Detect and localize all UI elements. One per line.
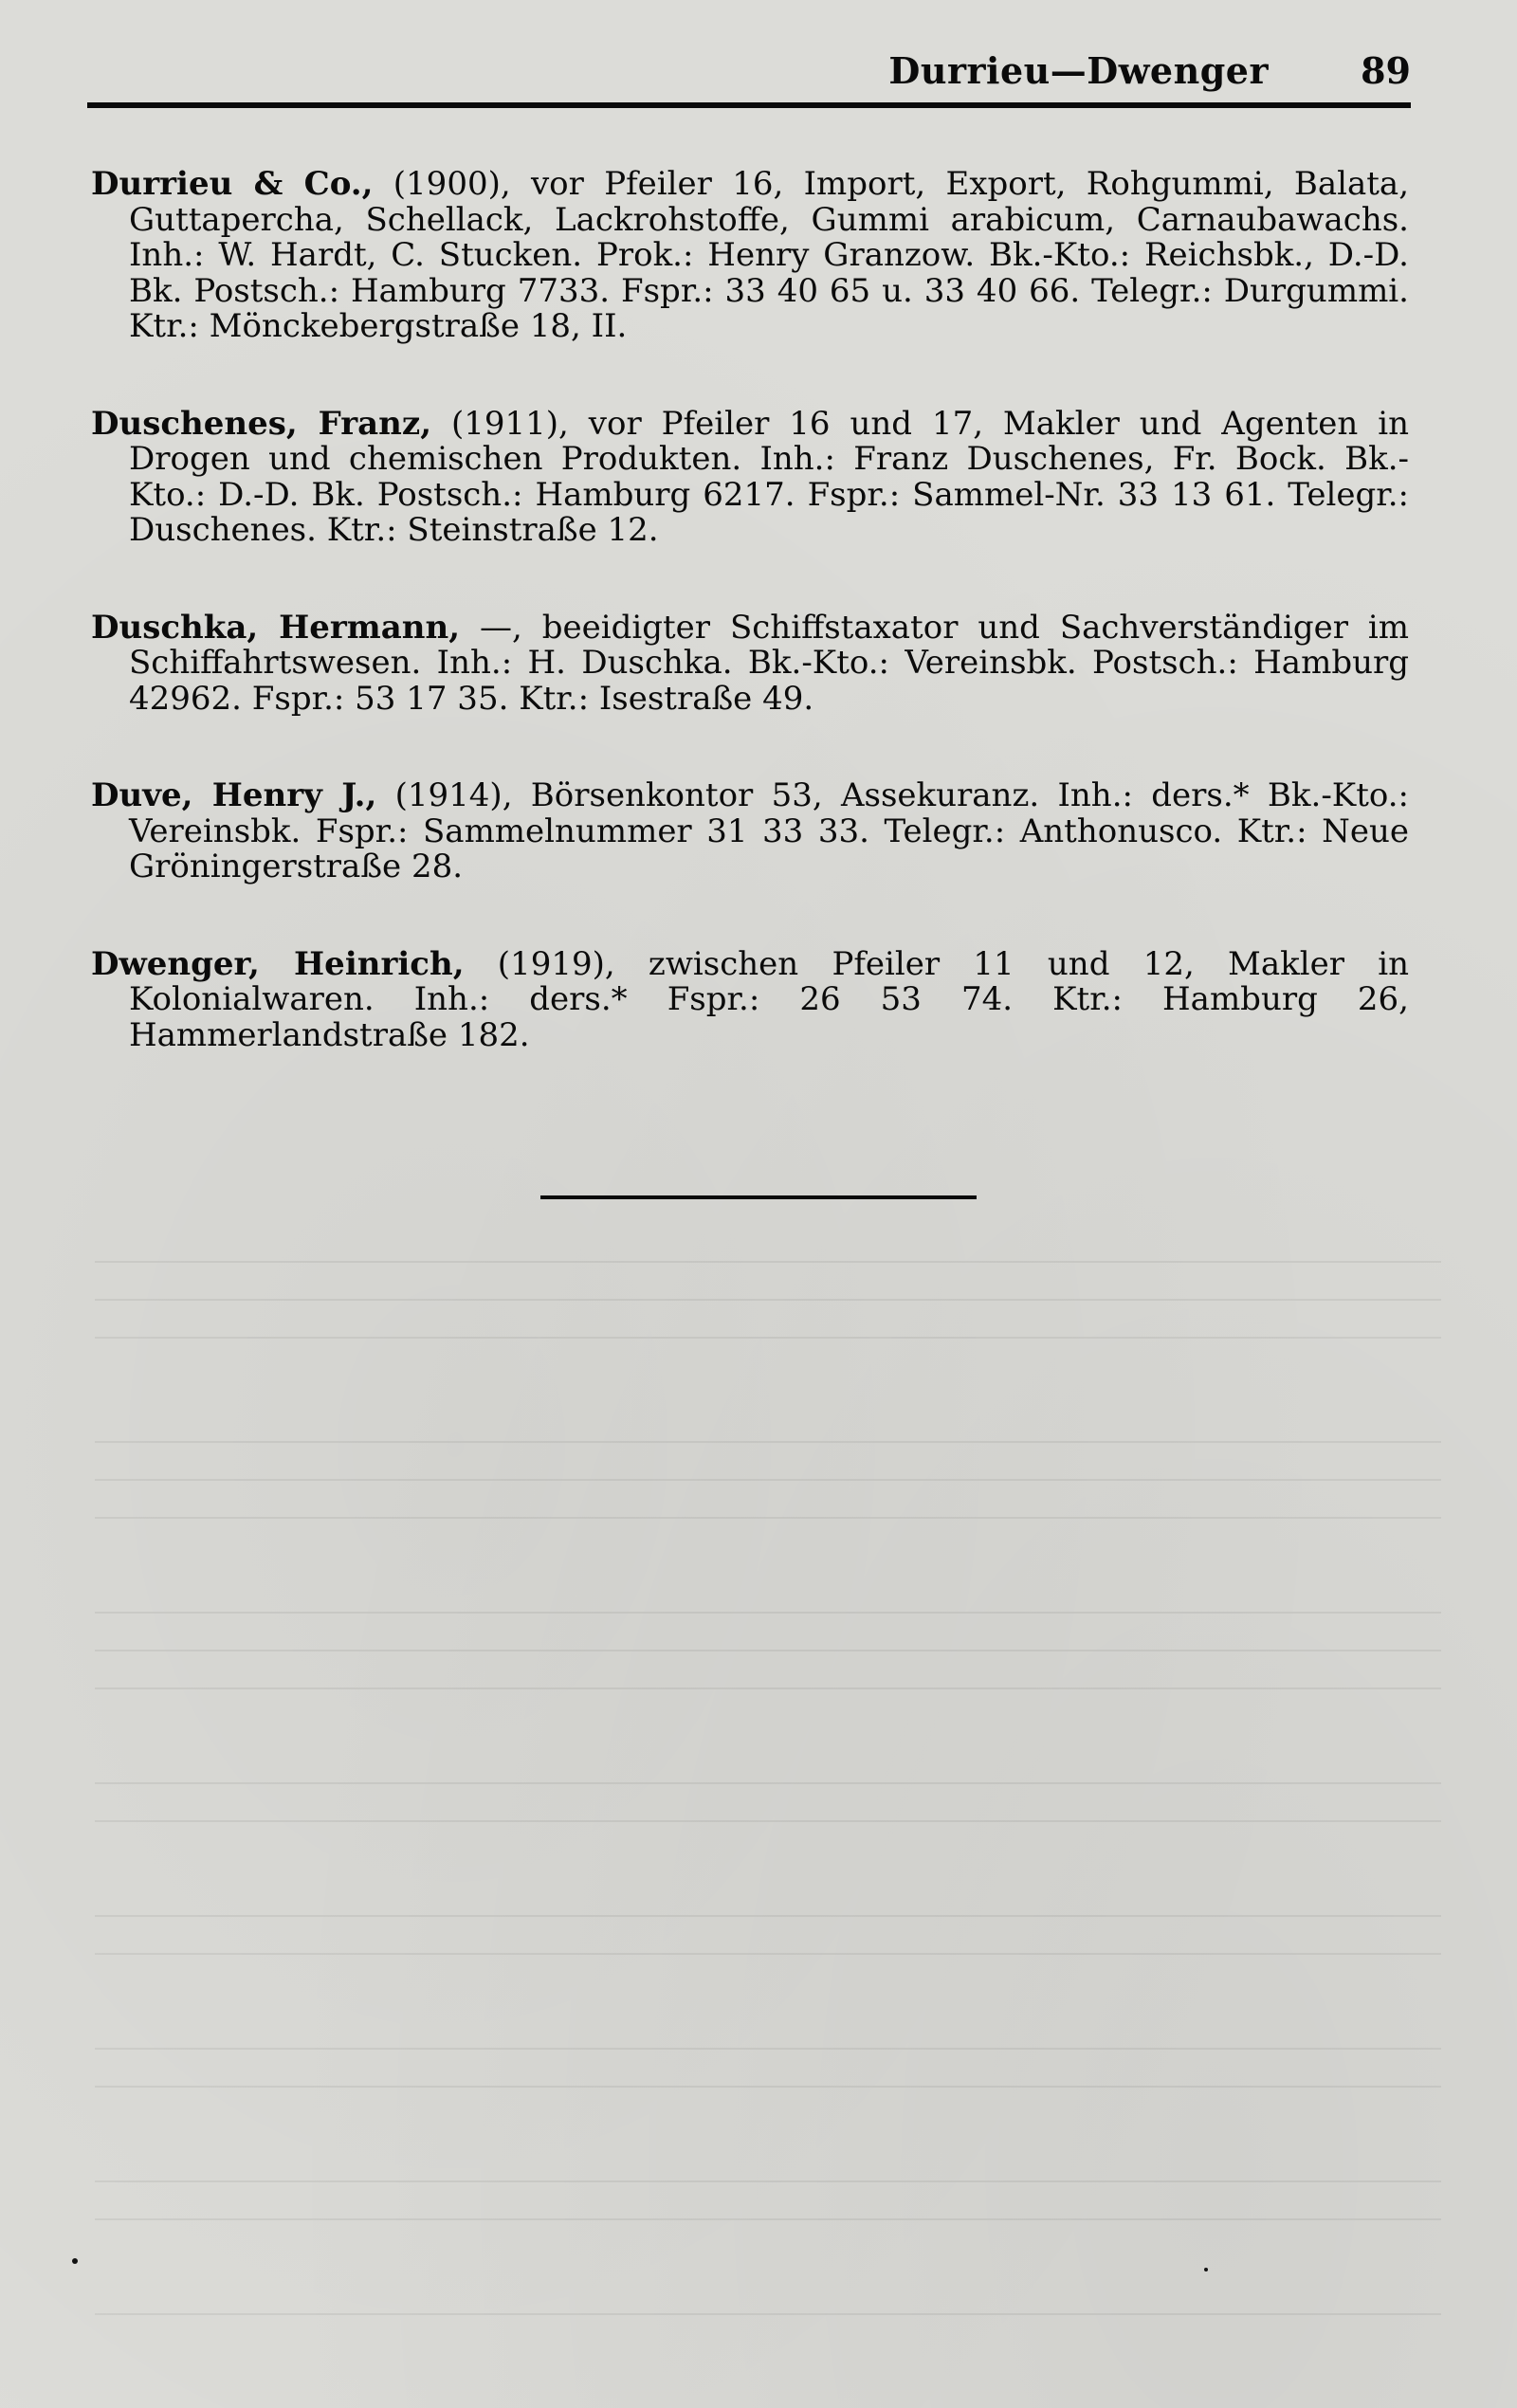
- entry-text: (1919), zwischen Pfeiler 11 und 12, Makler in Kolonialwaren. Inh.: ders.* Fspr.: 26 53 74. Ktr.: Hamburg 26, Hammerlandstraße 182.: [129, 944, 1409, 1054]
- bleed-through-line: [95, 1820, 1441, 1822]
- bleed-through-line: [95, 1915, 1441, 1917]
- bleed-through-line: [95, 2218, 1441, 2220]
- ink-speck: [72, 2258, 78, 2264]
- entry-text: (1911), vor Pfeiler 16 und 17, Makler und Agenten in Drogen und chemischen Produkten. Inh.: Franz Duschenes, Fr. Bock. Bk.-Kto.: D.-D. Bk. Postsch.: Hamburg 6217. Fspr.: Sammel-Nr. 33 13 61. Telegr.: Duschenes. Ktr.: Steinstraße 12.: [129, 404, 1409, 549]
- directory-entry: [91, 167, 1409, 345]
- header-rule: [87, 102, 1411, 108]
- bleed-through-line: [95, 2180, 1441, 2182]
- directory-entry: [91, 608, 1409, 718]
- bleed-through-line: [95, 1782, 1441, 1784]
- entry-name: Duschenes, Franz,: [91, 404, 432, 443]
- bleed-through-line: [95, 1650, 1441, 1651]
- bleed-through-line: [95, 2048, 1441, 2050]
- bleed-through-line: [95, 1517, 1441, 1519]
- bleed-through-line: [95, 2086, 1441, 2088]
- entry-name: Duve, Henry J.,: [91, 776, 377, 814]
- bleed-through-line: [95, 1441, 1441, 1443]
- bleed-through-line: [95, 2313, 1441, 2315]
- ink-speck: [1204, 2268, 1208, 2271]
- entry-name: Dwenger, Heinrich,: [91, 944, 465, 983]
- directory-entry: [91, 944, 1409, 1054]
- entry-text: (1914), Börsenkontor 53, Assekuranz. Inh.: ders.* Bk.-Kto.: Vereinsbk. Fspr.: Sammelnummer 31 33 33. Telegr.: Anthonusco. Ktr.: Neue Gröningerstraße 28.: [129, 776, 1410, 885]
- bleed-through-line: [95, 1479, 1441, 1481]
- running-title: Durrieu—Dwenger: [888, 49, 1269, 92]
- bleed-through-line: [95, 1299, 1441, 1301]
- directory-entry: [91, 778, 1409, 885]
- running-head: [87, 49, 1411, 99]
- bleed-through-line: [95, 1687, 1441, 1689]
- bleed-through-line: [95, 1261, 1441, 1263]
- bleed-through-line: [95, 1953, 1441, 1955]
- section-end-rule: [540, 1195, 977, 1199]
- entry-name: Duschka, Hermann,: [91, 608, 461, 647]
- entry-name: Durrieu & Co.,: [91, 165, 374, 203]
- bleed-through-line: [95, 1337, 1441, 1339]
- entry-text: (1900), vor Pfeiler 16, Import, Export, Rohgummi, Balata, Guttapercha, Schellack, Lackrohstoffe, Gummi arabicum, Carnaubawachs. Inh.: W. Hardt, C. Stucken. Prok.: Henry Granzow. Bk.-Kto.: Reichsbk., D.-D. Bk. Postsch.: Hamburg 7733. Fspr.: 33 40 65 u. 33 40 66. Telegr.: Durgummi. Ktr.: Mönckebergstraße 18, II.: [129, 165, 1410, 345]
- directory-entry: [91, 404, 1409, 549]
- bleed-through-line: [95, 1612, 1441, 1614]
- page-number: 89: [1361, 49, 1411, 92]
- directory-entries: [91, 167, 1409, 1115]
- entry-text: —, beeidigter Schiffstaxator und Sachverständiger im Schiffahrtswesen. Inh.: H. Duschka. Bk.-Kto.: Vereinsbk. Postsch.: Hamburg 42962. Fspr.: 53 17 35. Ktr.: Isestraße 49.: [129, 608, 1409, 718]
